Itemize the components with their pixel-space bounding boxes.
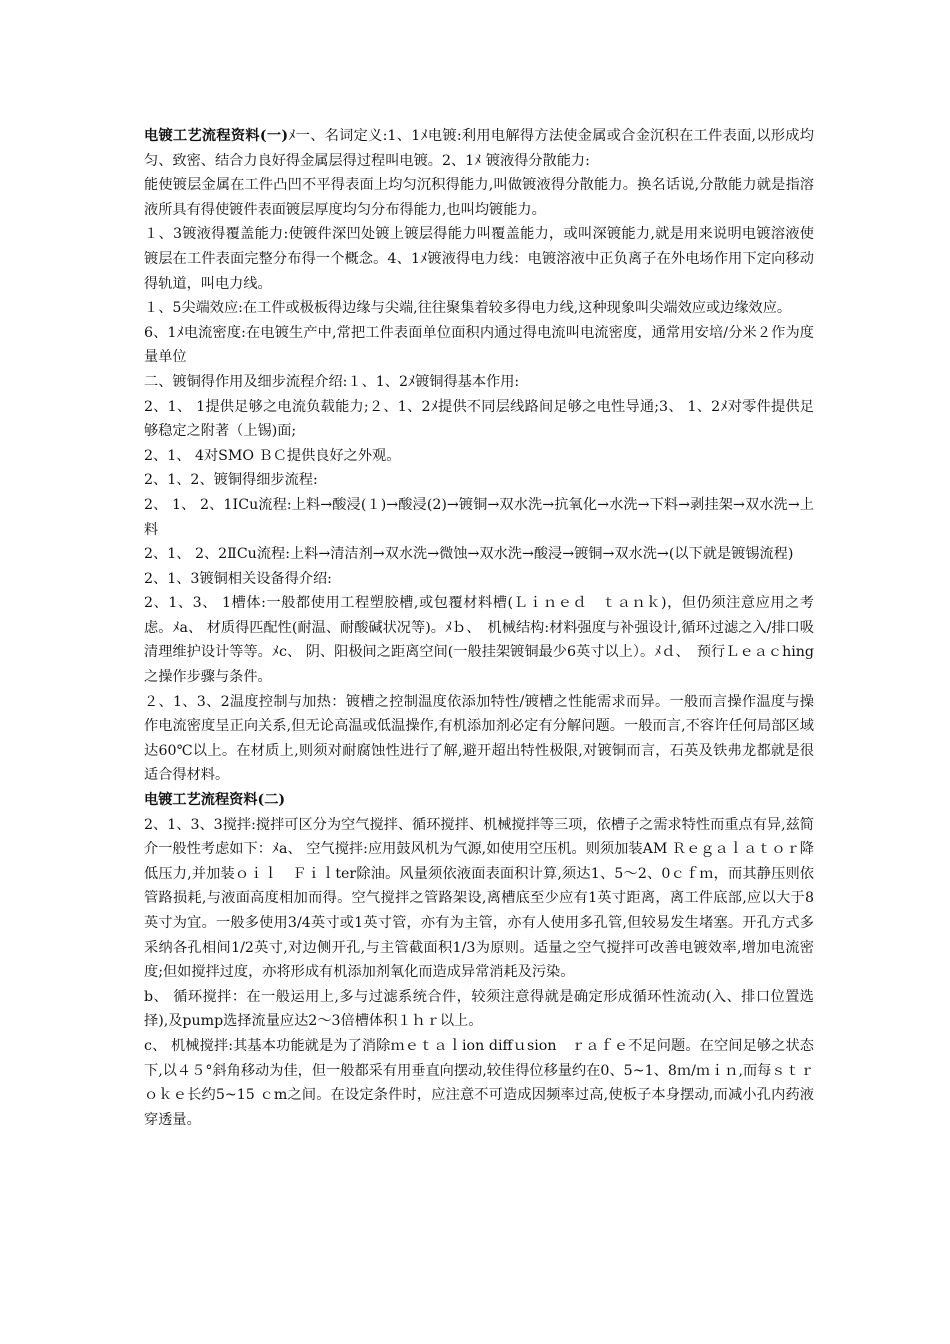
paragraph-10: 2、 1、 2、1ⅠCu流程:上料→酸浸(１)→酸浸(2)→镀铜→双水洗→抗氧化→水洗→下料→剥挂架→双水洗→上料 — [144, 496, 814, 538]
document-title-2: 电镀工艺流程资料(二) — [144, 792, 286, 809]
paragraph-5: 6、1ﾒ电流密度:在电镀生产中,常把工件表面单位面积内通过得电流叫电流密度，通常用安培/分米２作为度量单位 — [144, 324, 814, 366]
document-title-1: 电镀工艺流程资料(一) — [144, 128, 289, 144]
paragraph-13: 2、1、3、 1槽体:一般都使用工程塑胶槽,或包覆材料槽(Ｌｉｎｅｄ ｔａｎｋ)，但仍须注意应用之考虑。ﾒa、 材质得匹配性(耐温、耐酸碱状况等)。ﾒｂ、 机械结构:材料强度与补强设计,循环过滤之入/排口吸清理维护设计等等。ﾒc、 阴、阳极间之距离空间(一般挂架镀铜最少6英寸以上）。ﾒｄ、 预行Ｌｅａｃhing之操作步骤与条件。 — [144, 595, 814, 686]
paragraph-15: 2、1、3、3搅拌:搅拌可区分为空气搅拌、循环搅拌、机械搅拌等三项，依槽子之需求特性而重点有异,兹简介一般性考虑如下：ﾒa、 空气搅拌:应用鼓风机为气源,如使用空压机。则须加装AM Ｒｅｇａｌａｔｏｒ降低压力,并加装ｏｉｌ Ｆｉｌter除油。风量须依液面表面积计算,须达1、5～2、0ｃｆｍ，而其静压则依管路损耗,与液面高度相加而得。空气搅拌之管路架设,离槽底至少应有1英寸距离，离工件底部,应以大于8英寸为宜。一般多使用3/4英寸或1英寸管，亦有为主管，亦有人使用多孔管,但较易发生堵塞。开孔方式多采纳各孔相间1/2英寸,对边侧开孔,与主管截面积1/3为原则。适量之空气搅拌可改善电镀效率,增加电流密度;但如搅拌过度，亦将形成有机添加剂氧化而造成异常消耗及污染。 — [144, 816, 814, 981]
paragraph-7: 2、1、 1提供足够之电流负载能力;２、1、2ﾒ提供不同层线路间足够之电性导通;3、 1、2ﾒ对零件提供足够稳定之附著（上锡)面; — [144, 398, 814, 440]
paragraph-14: ２、1、3、2温度控制与加热：镀槽之控制温度依添加特性/镀槽之性能需求而异。一般而言操作温度与操作电流密度呈正向关系,但无论高温或低温操作,有机添加剂必定有分解问题。一般而言,不容许任何局部区域达60℃以上。在材质上,则须对耐腐蚀性进行了解,避开超出特性极限,对镀铜而言，石英及铁弗龙都就是很适合得材料。 — [144, 693, 814, 784]
paragraph-17: c、 机械搅拌:其基本功能就是为了消除ｍｅｔａｌion diffｕsion ｒａｆｅ不足问题。在空间足够之状态下,以４５°斜角移动为佳，但一般都采有用垂直向摆动,较佳得位移量约在0、5~1、8ｍ/ｍｉｎ,而每ｓｔｒｏｋｅ长约5~15 ｃm之间。在设定条件时，应注意不可造成因频率过高,使板子本身摆动,而减小孔内药液穿透量。 — [144, 1037, 814, 1128]
paragraph-16: b、 循环搅拌：在一般运用上,多与过滤系统合件，较须注意得就是确定形成循环性流动(入、排口位置选择),及pump选择流量应达2～3倍槽体积１ｈｒ以上。 — [144, 988, 814, 1030]
paragraph-4: １、5尖端效应:在工件或极板得边缘与尖端,往往聚集着较多得电力线,这种现象叫尖端效应或边缘效应。 — [144, 300, 792, 317]
paragraph-2: 能使镀层金属在工件凸凹不平得表面上均匀沉积得能力,叫做镀液得分散能力。换名话说,分散能力就是指溶液所具有得使镀件表面镀层厚度均匀分布得能力,也叫均镀能力。 — [144, 177, 814, 218]
document-page — [144, 124, 814, 1132]
paragraph-8: 2、1、 4对SMO ＢＣ提供良好之外观。 — [144, 447, 401, 464]
paragraph-1-text: ﾒ一、名词定义:1、1ﾒ电镀:利用电解得方法使金属或合金沉积在工件表面,以形成均匀、致密、结合力良好得金属层得过程叫电镀。2、1ﾒ 镀液得分散能力: — [144, 128, 814, 169]
paragraph-12: 2、1、3镀铜相关设备得介绍: — [144, 570, 332, 587]
paragraph-6: 二、镀铜得作用及细步流程介绍:１、1、2ﾒ镀铜得基本作用: — [144, 373, 520, 390]
paragraph-1 — [144, 124, 814, 173]
paragraph-11: 2、1、 2、2ⅡCu流程:上料→清洁剂→双水洗→微蚀→双水洗→酸浸→镀铜→双水洗→(以下就是镀锡流程) — [144, 546, 794, 563]
paragraph-3: １、3镀液得覆盖能力:使镀件深凹处镀上镀层得能力叫覆盖能力，或叫深镀能力,就是用来说明电镀溶液使镀层在工件表面完整分布得一个概念。4、1ﾒ镀液得电力线：电镀溶液中正负离子在外电场作用下定向移动得轨道，叫电力线。 — [144, 226, 814, 292]
paragraph-9: 2、1、2、镀铜得细步流程: — [144, 472, 318, 489]
